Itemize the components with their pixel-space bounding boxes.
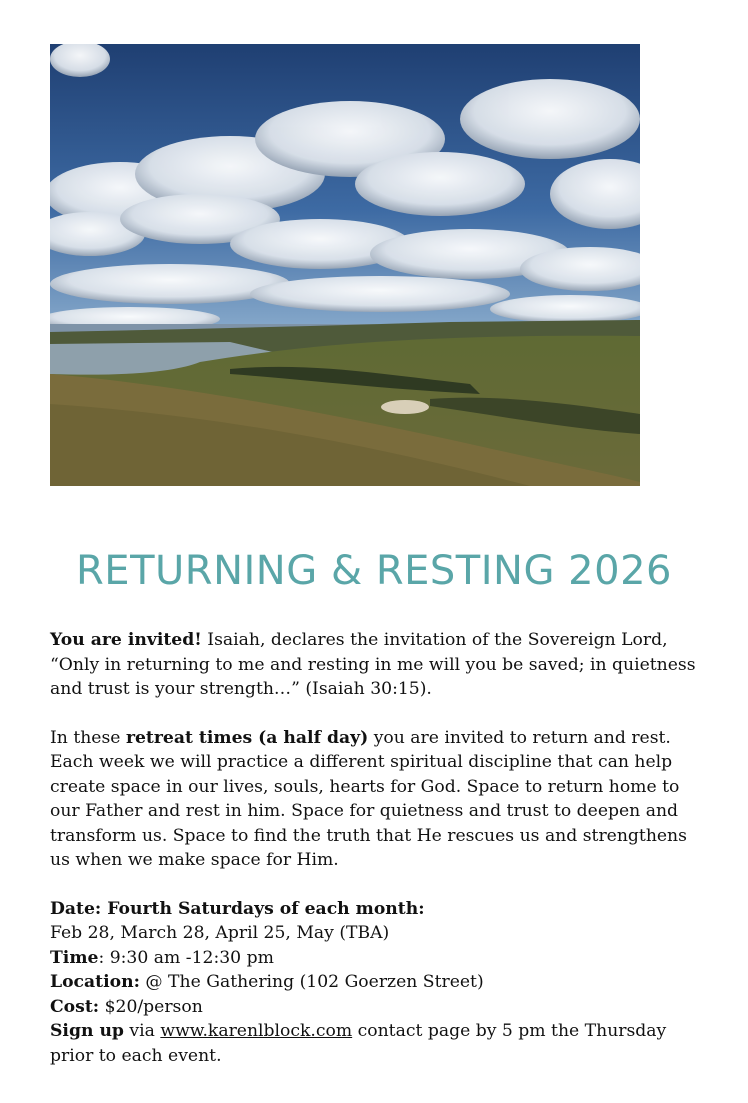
date-label-line: [50, 897, 710, 922]
retreat-pre: In these: [50, 727, 126, 748]
signup-pre: via: [123, 1021, 161, 1041]
signup-line: [50, 1019, 710, 1068]
retreat-bold: retreat times (a half day): [125, 727, 369, 748]
location-line: [50, 970, 710, 995]
landscape-photo: [50, 44, 640, 486]
dates-line: Feb 28, March 28, April 25, May (TBA): [50, 923, 390, 943]
intro-text: Isaiah, declares the invitation of the Sovereign Lord, “Only in returning to me and resting in me will you be saved; in quietness and trust is your strength…” (Isaiah 30:15).: [50, 630, 696, 699]
time-line: [50, 946, 710, 971]
cost-line: [50, 995, 710, 1020]
time-value: : 9:30 am -12:30 pm: [98, 947, 274, 968]
cost-label: Cost:: [50, 996, 100, 1017]
page-title: RETURNING & RESTING 2026: [76, 548, 672, 594]
body-text: [50, 628, 710, 1068]
intro-lead: You are invited!: [50, 630, 202, 650]
event-details: [50, 897, 710, 1069]
retreat-paragraph: [50, 726, 710, 873]
retreat-text: you are invited to return and rest. Each week we will practice a different spiritual discipline that can help create space in our lives, souls, hearts for God. Space to return home to our Father and rest in him. Space for quietness and trust to deepen and transform us. Space to find the truth that He rescues us and strengthens us when we make space for Him.: [50, 727, 687, 870]
intro-paragraph: [50, 628, 710, 702]
signup-label: Sign up: [50, 1021, 124, 1041]
time-label: Time: [50, 947, 99, 968]
prairie-landscape-photo: [50, 44, 640, 486]
date-label: Date: Fourth Saturdays of each month:: [50, 898, 425, 919]
website-link[interactable]: www.karenlblock.com: [160, 1021, 353, 1041]
location-label: Location:: [50, 972, 140, 992]
cost-value: $20/person: [99, 996, 203, 1017]
location-value: @ The Gathering (102 Goerzen Street): [139, 972, 484, 992]
signup-post: contact page by 5 pm the Thursday prior to each event.: [50, 1021, 667, 1066]
